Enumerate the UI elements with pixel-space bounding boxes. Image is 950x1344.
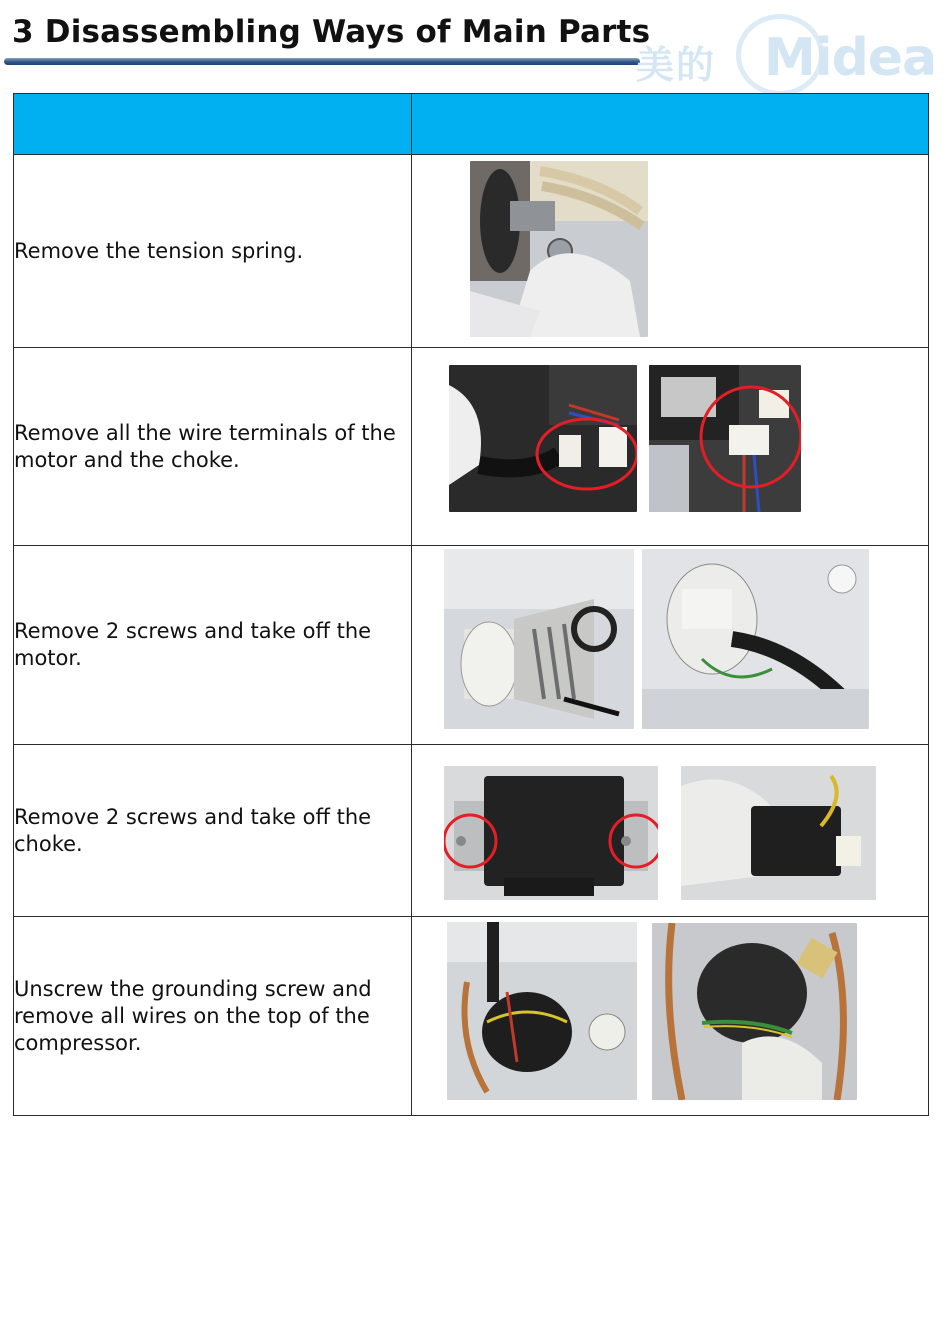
step-description: Remove all the wire terminals of the motor and the choke. — [14, 348, 412, 546]
step-photos — [412, 745, 929, 917]
motor-removed-photo — [642, 549, 869, 729]
step-photos — [412, 546, 929, 745]
compressor-screw-photo — [447, 922, 637, 1100]
choke-terminal-photo — [649, 365, 801, 512]
step-photos — [412, 917, 929, 1116]
column-header-step — [14, 94, 412, 155]
step-description: Remove 2 screws and take off the choke. — [14, 745, 412, 917]
tension-spring-photo — [470, 161, 648, 337]
table-row — [14, 546, 929, 745]
disassembly-table — [13, 93, 929, 1116]
step-description: Remove 2 screws and take off the motor. — [14, 546, 412, 745]
choke-screws-photo — [444, 766, 658, 900]
motor-terminal-photo — [449, 365, 637, 512]
step-photos — [412, 348, 929, 546]
table-row — [14, 348, 929, 546]
step-description: Unscrew the grounding screw and remove all wires on the top of the compressor. — [14, 917, 412, 1116]
step-photos — [412, 155, 929, 348]
step-description: Remove the tension spring. — [14, 155, 412, 348]
choke-removed-photo — [681, 766, 876, 900]
title-underline — [4, 58, 640, 65]
table-header-row — [14, 94, 929, 155]
compressor-wires-photo — [652, 923, 857, 1100]
table-row — [14, 745, 929, 917]
table-row — [14, 917, 929, 1116]
page-title: 3 Disassembling Ways of Main Parts — [12, 14, 651, 50]
midea-logo-watermark: 美的 Midea — [636, 10, 936, 90]
table-row — [14, 155, 929, 348]
motor-screws-photo — [444, 549, 634, 729]
column-header-image — [412, 94, 929, 155]
